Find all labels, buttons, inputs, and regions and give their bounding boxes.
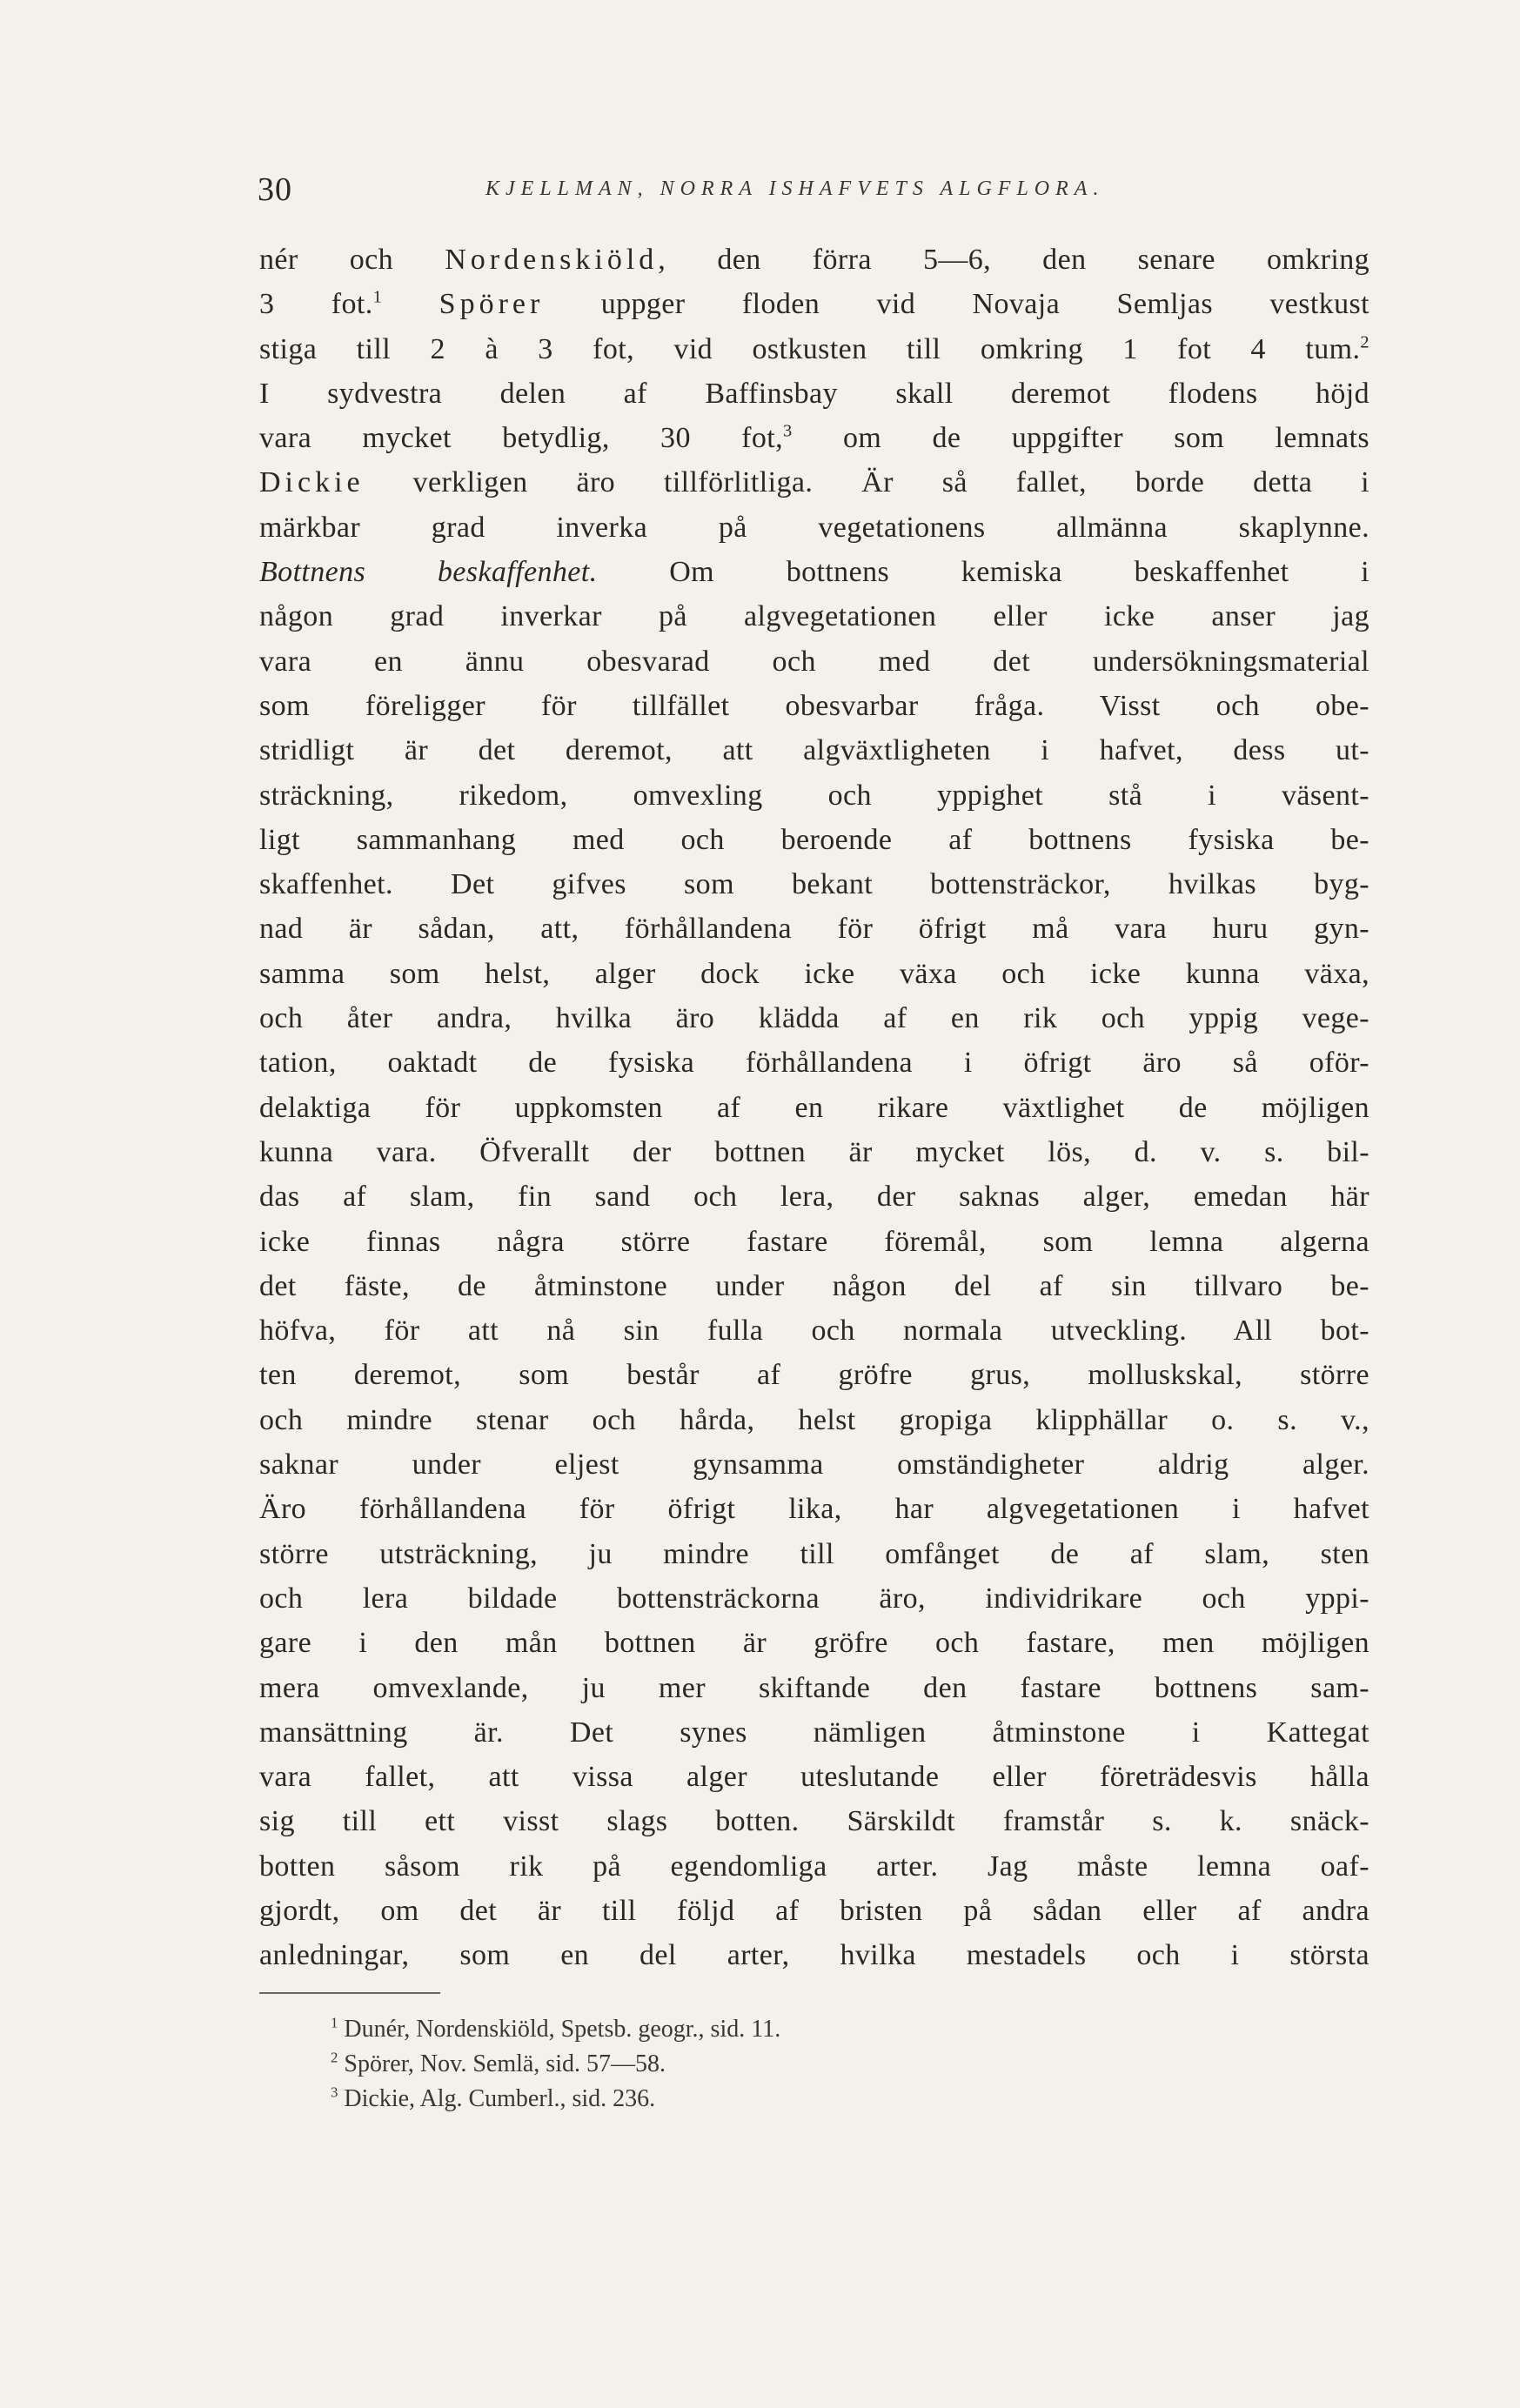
- footnote-mark: 2: [331, 2049, 338, 2066]
- text-line: das af slam, fin sand och lera, der saknas alger, emedan här: [259, 1181, 1369, 1214]
- text-line: kunna vara. Öfverallt der bottnen är mycket lös, d. v. s. bil-: [259, 1135, 1369, 1168]
- text-line: och lera bildade bottensträckorna äro, individrikare och yppi-: [259, 1582, 1369, 1615]
- section-heading: Bottnens beskaffenhet.: [259, 556, 598, 589]
- text-line: mera omvexlande, ju mer skiftande den fastare bottnens sam-: [259, 1671, 1369, 1704]
- text-line: vara en ännu obesvarad och med det undersökningsmaterial: [259, 645, 1369, 678]
- footnote-mark: 3: [331, 2084, 338, 2101]
- running-head: KJELLMAN, NORRA ISHAFVETS ALGFLORA.: [485, 177, 1105, 200]
- text-line: 3 fot.$^1$ Spörer uppger floden vid Novaja Semljas vestkust: [259, 287, 1370, 321]
- text-line: delaktiga för uppkomsten af en rikare växtlighet de möjligen: [259, 1091, 1369, 1124]
- footnote-ref-3[interactable]: 3: [783, 421, 793, 441]
- text-line: märkbar grad inverka på vegetationens allmänna skaplynne.: [259, 511, 1369, 544]
- footnote-ref-1[interactable]: 1: [372, 287, 383, 307]
- text-line: nér och Nordenskiöld, den förra 5—6, den senare omkring: [259, 244, 1369, 276]
- footnote-text: Spörer, Nov. Semlä, sid. 57—58.: [344, 2050, 666, 2077]
- footnote-text: Dunér, Nordenskiöld, Spetsb. geogr., sid. 11.: [344, 2016, 781, 2043]
- text-line: ligt sammanhang med och beroende af bottnens fysiska be-: [259, 823, 1369, 856]
- text-line: det fäste, de åtminstone under någon del af sin tillvaro be-: [259, 1269, 1369, 1302]
- text-line: Dickie verkligen äro tillförlitliga. Är så fallet, borde detta i: [259, 466, 1369, 499]
- text-line: I sydvestra delen af Baffinsbay skall deremot flodens höjd: [259, 377, 1369, 410]
- footnote-text: Dickie, Alg. Cumberl., sid. 236.: [344, 2085, 656, 2112]
- text-line: samma som helst, alger dock icke växa och icke kunna växa,: [259, 957, 1369, 990]
- text-line: skaffenhet. Det gifves som bekant bottensträckor, hvilkas byg-: [259, 868, 1369, 901]
- body-text: [259, 237, 1369, 1978]
- text-line: vara mycket betydlig, 30 fot,$^3$ om de uppgifter som lemnats: [259, 421, 1369, 455]
- text-line: tation, oaktadt de fysiska förhållandena i öfrigt äro så oför-: [259, 1047, 1369, 1080]
- text-line: Bottnens beskaffenhet. Om bottnens kemiska beskaffenhet i: [259, 556, 1369, 589]
- text-line: Äro förhållandena för öfrigt lika, har algvegetationen i hafvet: [259, 1493, 1369, 1526]
- footnotes: [331, 2012, 1114, 2117]
- text-line: mansättning är. Det synes nämligen åtminstone i Kattegat: [259, 1716, 1369, 1749]
- text-line: och åter andra, hvilka äro klädda af en rik och yppig vege-: [259, 1002, 1369, 1035]
- text-line: botten såsom rik på egendomliga arter. Jag måste lemna oaf-: [259, 1849, 1369, 1883]
- text-line: och mindre stenar och hårda, helst gropiga klipphällar o. s. v.,: [259, 1403, 1369, 1436]
- text-line: någon grad inverkar på algvegetationen eller icke anser jag: [259, 600, 1369, 633]
- page-number: 30: [258, 171, 292, 208]
- text-line: nad är sådan, att, förhållandena för öfrigt må vara huru gyn-: [259, 913, 1369, 946]
- footnote-ref-2[interactable]: 2: [1360, 332, 1369, 352]
- page-header: [258, 171, 1232, 214]
- text-line: saknar under eljest gynsamma omständigheter aldrig alger.: [259, 1448, 1369, 1482]
- text-line: större utsträckning, ju mindre till omfånget de af slam, sten: [259, 1537, 1369, 1570]
- text-line: vara fallet, att vissa alger uteslutande eller företrädesvis hålla: [259, 1761, 1369, 1794]
- footnote: [331, 2047, 1114, 2082]
- text-line: stiga till 2 à 3 fot, vid ostkusten till omkring 1 fot 4 tum.$^2$: [259, 332, 1369, 365]
- footnote: [331, 2012, 1114, 2047]
- text-line: stridligt är det deremot, att algväxtligheten i hafvet, dess ut-: [259, 734, 1369, 767]
- text-line: gare i den mån bottnen är gröfre och fastare, men möjligen: [259, 1627, 1369, 1660]
- text-line: sig till ett visst slags botten. Särskildt framstår s. k. snäck-: [259, 1805, 1369, 1838]
- footnote-divider: [259, 1992, 440, 1994]
- text-line: som föreligger för tillfället obesvarbar fråga. Visst och obe-: [259, 689, 1369, 722]
- text-line: sträckning, rikedom, omvexling och yppighet stå i väsent-: [259, 779, 1369, 812]
- text-line: icke finnas några större fastare föremål, som lemna algerna: [259, 1225, 1369, 1258]
- text-line: anledningar, som en del arter, hvilka mestadels och i största: [259, 1939, 1369, 1972]
- text-line: höfva, för att nå sin fulla och normala utveckling. All bot-: [259, 1314, 1369, 1348]
- footnote: [331, 2082, 1114, 2117]
- text-line: gjordt, om det är till följd af bristen på sådan eller af andra: [259, 1894, 1369, 1927]
- footnote-mark: 1: [331, 2014, 338, 2031]
- text-line: ten deremot, som består af gröfre grus, molluskskal, större: [259, 1359, 1369, 1392]
